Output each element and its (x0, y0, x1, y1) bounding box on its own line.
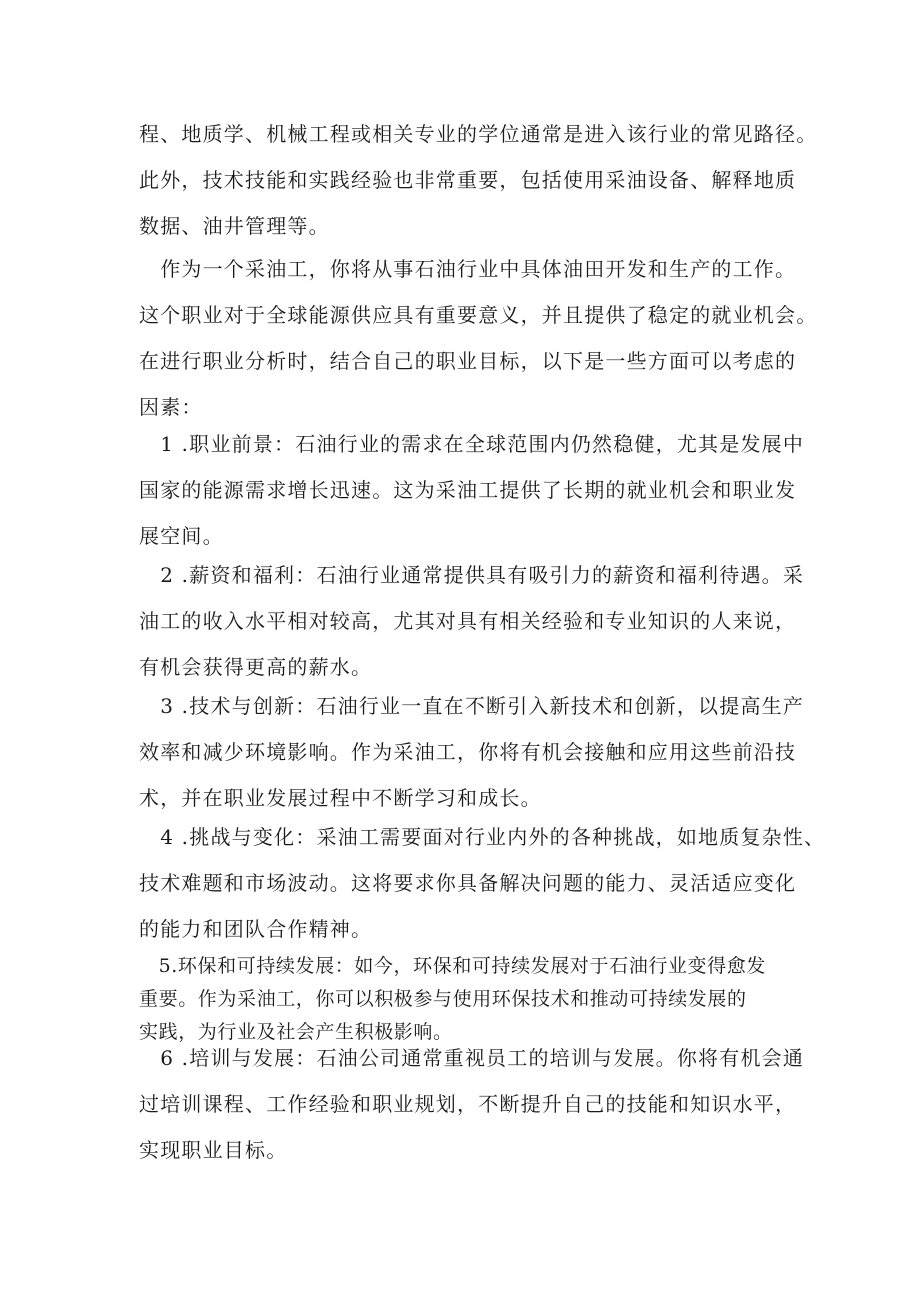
text-line: 展空间。 (139, 524, 224, 548)
text-line: 重要。作为采油工，你可以积极参与使用环保技术和推动可持续发展的 (139, 988, 747, 1010)
text-line: 1 .职业前景：石油行业的需求在全球范围内仍然稳健，尤其是发展中 (139, 432, 805, 456)
text-line: 实现职业目标。 (139, 1138, 288, 1162)
text-line: 因素： (139, 395, 203, 419)
text-line: 4 .挑战与变化：采油工需要面对行业内外的各种挑战，如地质复杂性、 (139, 825, 826, 849)
text-line: 实践，为行业及社会产生积极影响。 (139, 1021, 453, 1043)
paragraph-item-1 (139, 421, 805, 559)
text-line: 作为一个采油工，你将从事石油行业中具体油田开发和生产的工作。 (139, 257, 797, 281)
text-line: 效率和减少环境影响。作为采油工，你将有机会接触和应用这些前沿技 (139, 740, 797, 764)
text-line: 5.环保和可持续发展：如今，环保和可持续发展对于石油行业变得愈发 (139, 955, 766, 977)
text-line: 在进行职业分析时，结合自己的职业目标，以下是一些方面可以考虑的 (139, 349, 797, 373)
text-line: 术，并在职业发展过程中不断学习和成长。 (139, 786, 542, 810)
text-line: 3 .技术与创新：石油行业一直在不断引入新技术和创新，以提高生产 (139, 694, 805, 718)
text-line: 有机会获得更高的薪水。 (139, 655, 373, 679)
text-line: 数据、油井管理等。 (139, 214, 330, 238)
text-line: 程、地质学、机械工程或相关专业的学位通常是进入该行业的常见路径。 (139, 122, 818, 146)
paragraph-career-overview (139, 246, 818, 430)
text-line: 技术难题和市场波动。这将要求你具备解决问题的能力、灵活适应变化 (139, 871, 797, 895)
paragraph-item-4 (139, 814, 826, 952)
paragraph-education-intro (139, 111, 818, 249)
paragraph-item-2 (139, 552, 805, 690)
text-line: 这个职业对于全球能源供应具有重要意义，并且提供了稳定的就业机会。 (139, 303, 818, 327)
text-line: 过培训课程、工作经验和职业规划，不断提升自己的技能和知识水平， (139, 1092, 797, 1116)
paragraph-item-6 (139, 1035, 805, 1173)
text-line: 的能力和团队合作精神。 (139, 917, 373, 941)
text-line: 2 .薪资和福利：石油行业通常提供具有吸引力的薪资和福利待遇。采 (139, 563, 805, 587)
text-line: 国家的能源需求增长迅速。这为采油工提供了长期的就业机会和职业发 (139, 478, 797, 502)
text-line: 油工的收入水平相对较高，尤其对具有相关经验和专业知识的人来说， (139, 609, 797, 633)
paragraph-item-3 (139, 683, 805, 821)
text-line: 6 .培训与发展：石油公司通常重视员工的培训与发展。你将有机会通 (139, 1046, 805, 1070)
text-line: 此外，技术技能和实践经验也非常重要，包括使用采油设备、解释地质 (139, 168, 797, 192)
